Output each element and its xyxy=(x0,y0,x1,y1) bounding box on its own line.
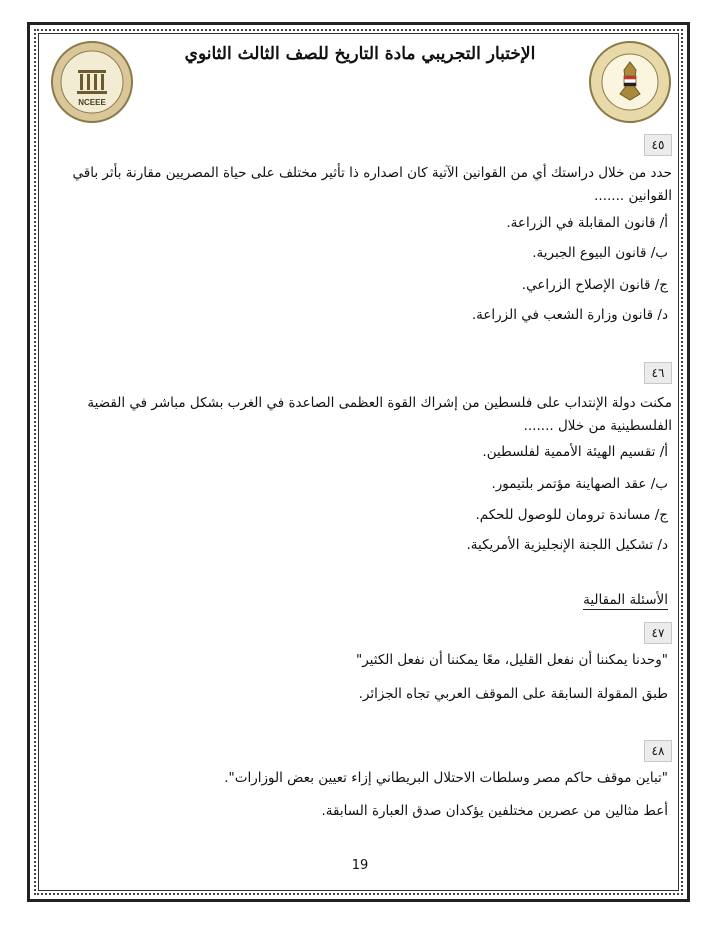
essay-section-title: الأسئلة المقالية xyxy=(583,592,668,608)
answer-option: ب/ عقد الصهاينة مؤتمر بلتيمور. xyxy=(491,476,668,492)
question-number: ٤٧ xyxy=(644,622,672,644)
question-text: مكنت دولة الإنتداب على فلسطين من إشراك القوة العظمى الصاعدة في الغرب بشكل مباشر في القضية الفلسطينية من خلال ....... xyxy=(87,395,672,434)
ministry-logo xyxy=(588,40,672,124)
answer-option: ج/ مساندة ترومان للوصول للحكم. xyxy=(475,507,668,523)
essay-task: طبق المقولة السابقة على الموقف العربي تجاه الجزائر. xyxy=(358,686,668,702)
answer-option: د/ قانون وزارة الشعب في الزراعة. xyxy=(471,307,668,323)
page-number: 19 xyxy=(351,858,369,873)
answer-option: أ/ تقسيم الهيئة الأممية لفلسطين. xyxy=(482,444,668,460)
answer-option: ج/ قانون الإصلاح الزراعي. xyxy=(521,277,668,293)
essay-task: أعط مثالين من عصرين مختلفين يؤكدان صدق العبارة السابقة. xyxy=(321,803,668,819)
page-header-title: الإختبار التجريبي مادة التاريخ للصف الثالث الثانوي xyxy=(184,44,536,64)
question-text: حدد من خلال دراستك أي من القوانين الآتية كان اصداره ذا تأثير مختلف على حياة المصريين مقارنة بأثر باقي القوانين ....... xyxy=(72,165,672,204)
essay-quote: "وحدنا يمكننا أن نفعل القليل، معًا يمكننا أن نفعل الكثير" xyxy=(356,652,668,668)
answer-option: ب/ قانون البيوع الجبرية. xyxy=(532,245,668,261)
answer-option: د/ تشكيل اللجنة الإنجليزية الأمريكية. xyxy=(466,537,668,553)
svg-text:NCEEE: NCEEE xyxy=(78,98,106,107)
question-number: ٤٥ xyxy=(644,134,672,156)
answer-option: أ/ قانون المقابلة في الزراعة. xyxy=(506,215,668,231)
essay-quote: "تباين موقف حاكم مصر وسلطات الاحتلال البريطاني إزاء تعيين بعض الوزارات". xyxy=(224,770,668,786)
nceee-logo xyxy=(50,40,134,124)
question-number: ٤٦ xyxy=(644,362,672,384)
question-number: ٤٨ xyxy=(644,740,672,762)
